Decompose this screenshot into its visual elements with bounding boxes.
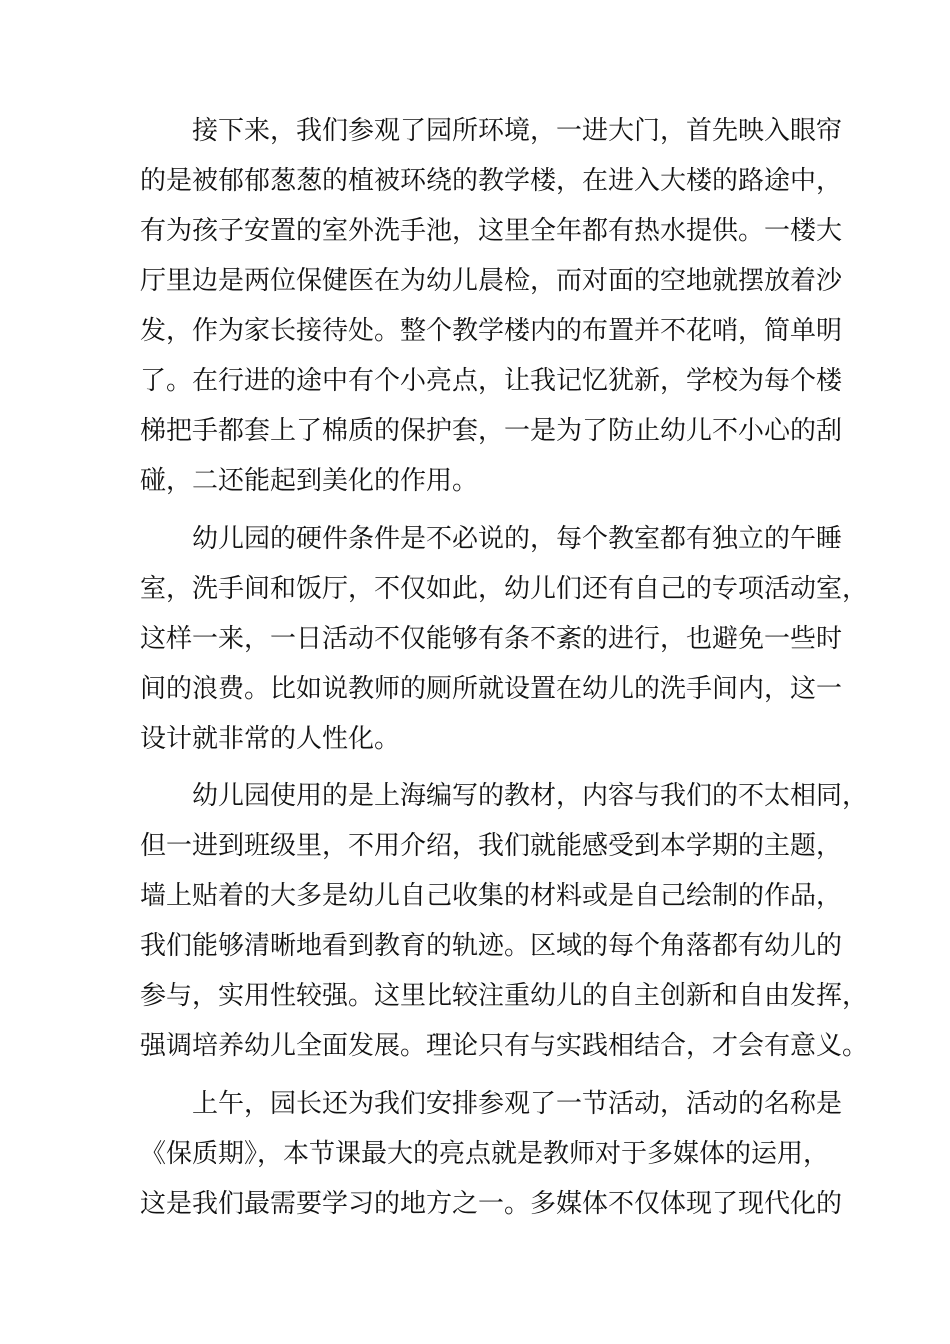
text-line: 了。在行进的途中有个小亮点，让我记忆犹新，学校为每个楼 (140, 366, 843, 396)
text-line: 的是被郁郁葱葱的植被环绕的教学楼，在进入大楼的路途中， (140, 166, 843, 196)
text-line: 发，作为家长接待处。整个教学楼内的布置并不花哨，简单明 (140, 316, 843, 346)
text-line: 有为孩子安置的室外洗手池，这里全年都有热水提供。一楼大 (140, 216, 843, 246)
text-line: 厅里边是两位保健医在为幼儿晨检，而对面的空地就摆放着沙 (140, 266, 843, 296)
text-line: 《保质期》，本节课最大的亮点就是教师对于多媒体的运用， (140, 1139, 830, 1169)
text-line: 我们能够清晰地看到教育的轨迹。区域的每个角落都有幼儿的 (140, 931, 843, 961)
text-line: 设计就非常的人性化。 (140, 724, 401, 754)
text-line: 幼儿园的硬件条件是不必说的，每个教室都有独立的午睡 (192, 524, 843, 554)
text-line: 墙上贴着的大多是幼儿自己收集的材料或是自己绘制的作品， (140, 881, 843, 911)
text-line: 碰，二还能起到美化的作用。 (140, 466, 479, 496)
text-line: 间的浪费。比如说教师的厕所就设置在幼儿的洗手间内，这一 (140, 674, 843, 704)
text-line: 这是我们最需要学习的地方之一。多媒体不仅体现了现代化的 (140, 1189, 843, 1219)
text-line: 室，洗手间和饭厅，不仅如此，幼儿们还有自己的专项活动室， (140, 574, 869, 604)
text-line: 接下来，我们参观了园所环境，一进大门，首先映入眼帘 (192, 116, 843, 146)
text-line: 但一进到班级里，不用介绍，我们就能感受到本学期的主题， (140, 831, 843, 861)
text-line: 参与，实用性较强。这里比较注重幼儿的自主创新和自由发挥， (140, 981, 869, 1011)
text-line: 强调培养幼儿全面发展。理论只有与实践相结合，才会有意义。 (140, 1031, 869, 1061)
text-line: 这样一来，一日活动不仅能够有条不紊的进行，也避免一些时 (140, 624, 843, 654)
text-line: 上午，园长还为我们安排参观了一节活动，活动的名称是 (192, 1089, 843, 1119)
text-line: 梯把手都套上了棉质的保护套，一是为了防止幼儿不小心的刮 (140, 416, 843, 446)
text-line: 幼儿园使用的是上海编写的教材，内容与我们的不太相同， (192, 781, 869, 811)
